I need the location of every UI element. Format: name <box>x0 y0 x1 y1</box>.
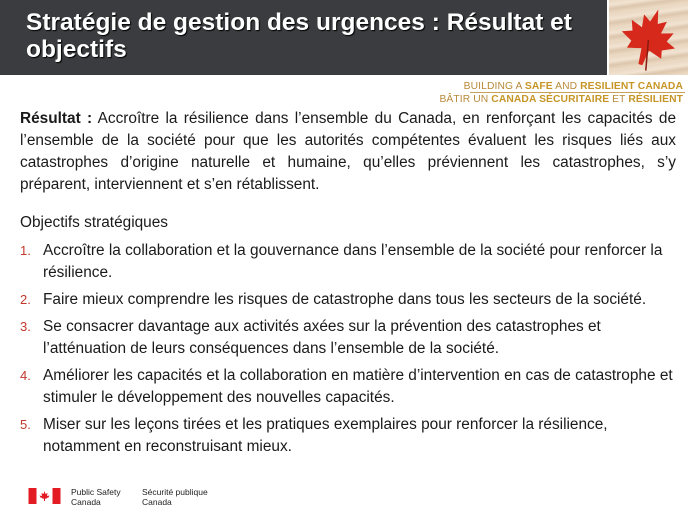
department-fr-line-1: Sécurité publique <box>142 487 208 497</box>
department-en-line-1: Public Safety <box>71 487 121 497</box>
slide-body <box>20 108 676 463</box>
objective-number: 4. <box>20 368 31 383</box>
result-paragraph <box>20 108 676 196</box>
department-en-line-2: Canada <box>71 497 101 507</box>
objective-item <box>20 414 676 458</box>
tagline-divider <box>470 92 685 93</box>
objective-item <box>20 316 676 360</box>
tagline-fr-text-2: CANADA SÉCURITAIRE <box>491 94 610 105</box>
maple-leaf-image <box>609 0 688 75</box>
tagline-en-text-3: AND <box>552 81 581 92</box>
objective-text: Se consacrer davantage aux activités axées sur la prévention des catastrophes et l’atténuation de leurs conséquences dans l’ensemble de la société. <box>43 318 601 357</box>
objective-number: 2. <box>20 292 31 307</box>
objective-text: Miser sur les leçons tirées et les pratiques exemplaires pour renforcer la résilience, notamment en reconstruisant mieux. <box>43 416 608 455</box>
tagline-french <box>439 93 683 106</box>
tagline-en-text-1: BUILDING A <box>463 81 525 92</box>
tagline-fr-text-1: BÂTIR UN <box>439 94 492 105</box>
objective-item <box>20 289 676 311</box>
objective-number: 5. <box>20 417 31 432</box>
objective-number: 1. <box>20 243 31 258</box>
footer-signature <box>28 487 288 509</box>
department-name-english <box>71 487 121 507</box>
objective-number: 3. <box>20 319 31 334</box>
tagline-fr-text-3: ET <box>609 94 629 105</box>
objective-text: Améliorer les capacités et la collaboration en matière d’intervention en cas de catastrophe et stimuler le développement des nouvelles capacités. <box>43 367 673 406</box>
canada-flag-icon <box>28 488 61 504</box>
maple-leaf-icon <box>609 0 688 75</box>
tagline <box>439 80 683 106</box>
tagline-en-text-2: SAFE <box>524 81 553 92</box>
tagline-fr-text-4: RÉSILIENT <box>628 94 683 105</box>
objective-text: Accroître la collaboration et la gouvernance dans l’ensemble de la société pour renforcer la résilience. <box>43 242 663 281</box>
objectives-list <box>20 240 676 458</box>
objective-item <box>20 365 676 409</box>
department-fr-line-2: Canada <box>142 497 172 507</box>
result-text: Accroître la résilience dans l’ensemble du Canada, en renforçant les capacités de l’ensemble de la société pour que les autorités compétentes évaluent les risques liés aux catastrophes d’origine naturelle et humaine, qu’elles préviennent les catastrophes, s’y préparent, interviennent et s’en rétablissent. <box>20 110 676 193</box>
slide-title: Stratégie de gestion des urgences : Résultat et objectifs <box>26 9 572 63</box>
department-name-french <box>142 487 208 507</box>
slide-header <box>0 0 607 75</box>
objective-item <box>20 240 676 284</box>
objectives-heading: Objectifs stratégiques <box>20 214 168 231</box>
tagline-en-text-4: RESILIENT CANADA <box>580 81 683 92</box>
result-label: Résultat : <box>20 110 93 127</box>
objective-text: Faire mieux comprendre les risques de catastrophe dans tous les secteurs de la société. <box>43 291 647 308</box>
